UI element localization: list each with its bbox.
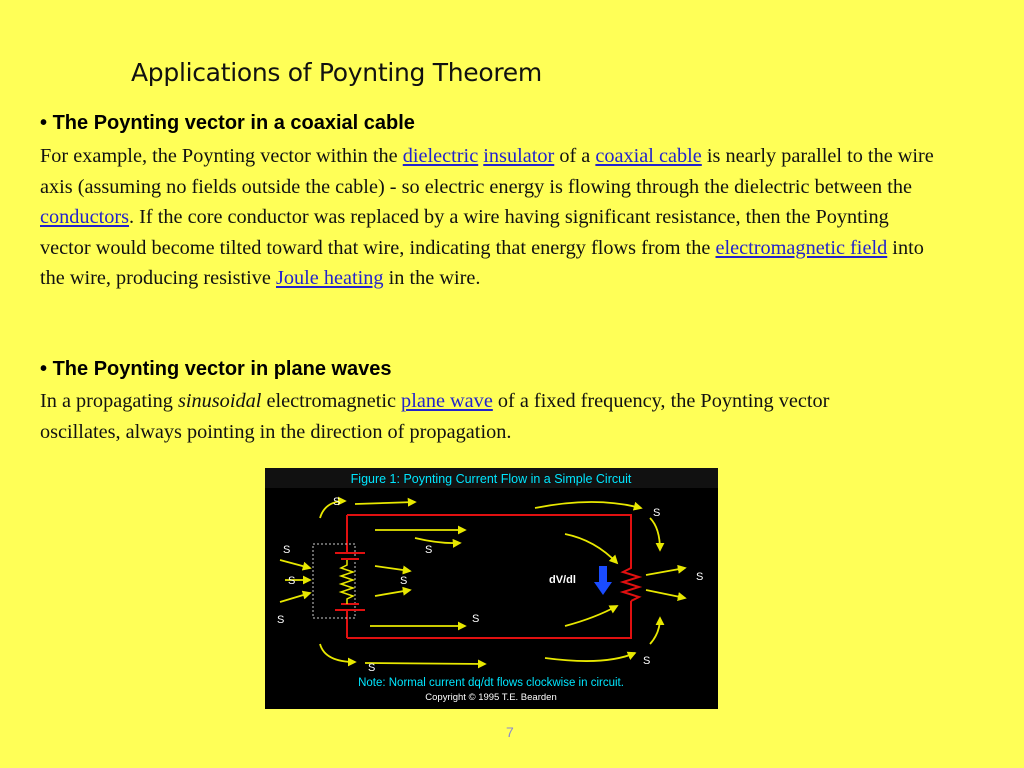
- bullet: •: [40, 358, 48, 380]
- s-arrow: [375, 566, 410, 571]
- plane-waves-paragraph: [40, 386, 910, 447]
- figure-drawing: [265, 468, 718, 709]
- s-label: S: [288, 575, 296, 587]
- s-arrow: [565, 606, 617, 626]
- dvdl-arrow-shaft: [599, 566, 607, 582]
- section-heading-plane-waves: [40, 358, 392, 381]
- figure-note: Note: Normal current dq/dt flows clockwise in circuit.: [358, 677, 624, 689]
- s-arrow: [365, 663, 485, 664]
- s-arrow: [320, 644, 355, 662]
- s-arrow: [545, 653, 635, 661]
- figure-caption: Figure 1: Poynting Current Flow in a Simple Circuit: [350, 472, 632, 486]
- s-arrow: [415, 538, 460, 543]
- link-coaxial-cable[interactable]: coaxial cable: [595, 145, 702, 167]
- link-insulator[interactable]: insulator: [483, 145, 555, 167]
- italic-sinusoidal: sinusoidal: [177, 390, 262, 412]
- s-label: S: [472, 613, 480, 625]
- text-run: in the wire.: [383, 267, 481, 290]
- s-label: S: [277, 614, 285, 626]
- s-label: S: [283, 544, 291, 556]
- heading-text: The Poynting vector in plane waves: [52, 358, 392, 380]
- link-electromagnetic-field[interactable]: electromagnetic field: [715, 236, 888, 259]
- coaxial-paragraph: [40, 141, 940, 294]
- s-arrow: [280, 593, 310, 602]
- s-arrow: [650, 618, 660, 644]
- text-run: of a fixed frequency, the Poynting vector oscillates, always pointing in the direction of propagation.: [40, 390, 830, 443]
- slide-title: Applications of Poynting Theorem: [131, 58, 542, 87]
- link-dielectric[interactable]: dielectric: [402, 145, 479, 167]
- figure-copyright: Copyright © 1995 T.E. Bearden: [425, 692, 557, 703]
- s-arrow: [355, 502, 415, 504]
- load-resistor: [623, 565, 639, 601]
- s-arrow: [650, 518, 660, 550]
- source-resistor: [341, 560, 353, 604]
- s-label: S: [368, 662, 376, 674]
- s-arrow: [646, 568, 685, 575]
- text-run: of a: [554, 145, 596, 167]
- s-label: S: [425, 544, 433, 556]
- link-joule-heating[interactable]: Joule heating: [276, 267, 384, 290]
- s-arrow: [565, 534, 617, 563]
- poynting-figure: [265, 468, 718, 709]
- page-number: 7: [506, 724, 514, 740]
- text-run: electromagnetic: [261, 390, 402, 412]
- text-run: For example, the Poynting vector within the: [40, 145, 403, 167]
- s-arrow: [375, 590, 410, 596]
- text-run: into the wire, producing resistive: [40, 236, 924, 290]
- text-run: In a propagating: [40, 390, 178, 412]
- heading-text: The Poynting vector in a coaxial cable: [52, 112, 415, 134]
- link-conductors[interactable]: conductors: [40, 206, 129, 229]
- s-arrow: [646, 590, 685, 598]
- s-label: S: [643, 655, 651, 667]
- text-run: . If the core conductor was replaced by a wire having significant resistance, then the Poynting vector would become tilted toward that wire, indicating that energy flows from the: [40, 206, 889, 259]
- bullet: •: [40, 112, 48, 134]
- link-plane-wave[interactable]: plane wave: [401, 390, 493, 412]
- dvdl-arrow-head: [594, 582, 612, 595]
- s-label: S: [653, 507, 661, 519]
- s-label: S: [696, 571, 704, 583]
- dvdl-label: dV/dl: [549, 574, 576, 586]
- section-heading-coaxial: [40, 112, 415, 135]
- s-label: S: [333, 496, 341, 508]
- text-run: is nearly parallel to the wire axis (assuming no fields outside the cable) - so electric energy is flowing through the dielectric between the: [40, 145, 934, 198]
- s-arrow: [535, 502, 641, 508]
- s-label: S: [400, 575, 408, 587]
- s-arrow: [280, 560, 310, 568]
